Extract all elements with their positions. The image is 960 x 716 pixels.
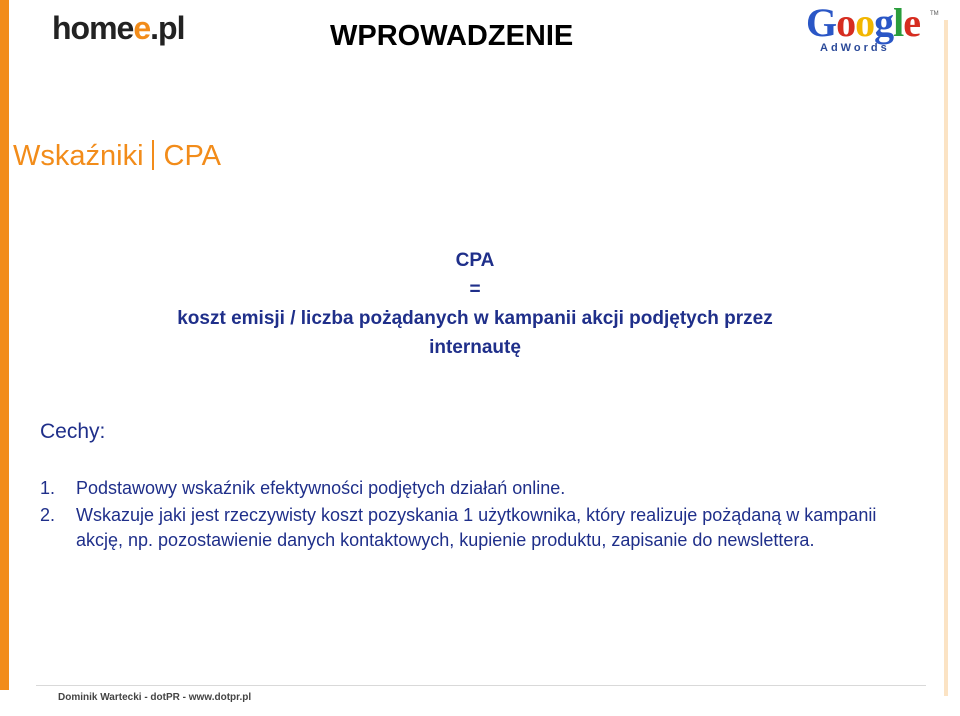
formula-term: CPA <box>455 250 495 271</box>
section-heading <box>13 140 221 173</box>
list-item-number: 1. <box>40 478 56 498</box>
google-letter-g1: G <box>806 0 837 45</box>
features-heading: Cechy: <box>40 420 106 443</box>
formula-definition-end: internautę <box>429 337 521 358</box>
formula-equals: = <box>469 279 481 300</box>
formula-definition: koszt emisji / liczba pożądanych w kampanii akcji podjętych przez <box>177 308 773 329</box>
footer-credit: Dominik Wartecki - dotPR - www.dotpr.pl <box>58 692 252 703</box>
google-letter-g2: g <box>874 0 894 45</box>
logo-home-tail: .pl <box>150 10 185 46</box>
google-letter-l: l <box>893 0 904 45</box>
heading-left: Wskaźniki <box>13 140 144 172</box>
google-adwords-logo <box>806 0 939 57</box>
logo-home-accent: e <box>133 10 151 46</box>
right-accent-bar <box>944 20 948 696</box>
heading-right: CPA <box>163 140 221 172</box>
slide-title: WPROWADZENIE <box>330 20 574 52</box>
google-letter-o1: o <box>836 0 856 45</box>
adwords-label: AdWords <box>820 42 890 54</box>
list-item-text: Podstawowy wskaźnik efektywności podjętych działań online. <box>76 478 566 498</box>
cpa-formula <box>60 246 890 362</box>
logo-home-main: home <box>52 10 134 46</box>
heading-separator <box>152 140 154 170</box>
list-item-number: 2. <box>40 505 56 525</box>
google-wordmark <box>806 0 938 45</box>
list-item <box>40 476 920 501</box>
footer-divider <box>36 685 926 686</box>
google-letter-e: e <box>903 0 921 45</box>
list-item-text: Wskazuje jaki jest rzeczywisty koszt pozyskania 1 użytkownika, który realizuje pożądaną w kampanii akcję, np. pozostawienie danych kontaktowych, kupienie produktu, zapisanie do newslettera. <box>76 505 877 550</box>
list-item <box>40 503 920 553</box>
features-list <box>40 476 920 555</box>
left-accent-bar <box>0 0 9 690</box>
google-letter-o2: o <box>855 0 875 45</box>
home-pl-logo <box>52 10 184 47</box>
trademark-mark: TM <box>930 11 939 17</box>
